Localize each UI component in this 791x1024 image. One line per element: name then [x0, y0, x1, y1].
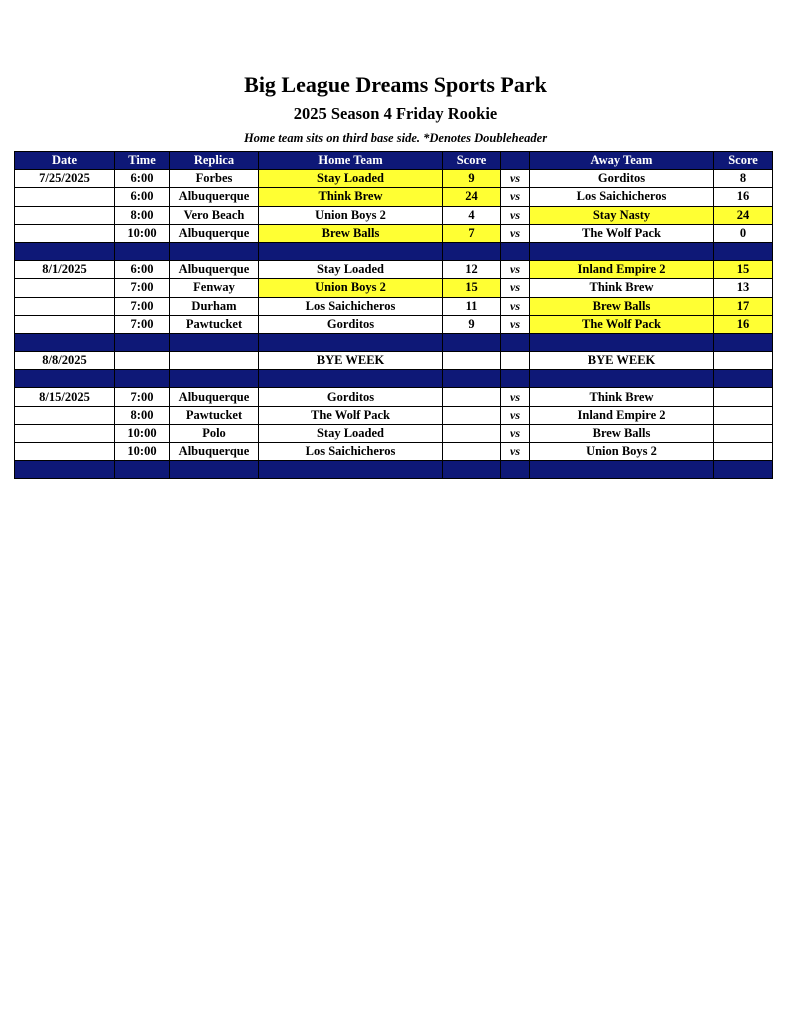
cell-home-team: Los Saichicheros: [259, 297, 443, 315]
cell-away-score: [714, 406, 773, 424]
cell-away-team: Gorditos: [530, 170, 714, 188]
separator-cell: [443, 242, 501, 260]
cell-home-team: Gorditos: [259, 315, 443, 333]
cell-home-score: 7: [443, 224, 501, 242]
week-separator-row: [15, 242, 773, 260]
cell-time: 10:00: [115, 424, 170, 442]
cell-replica: Forbes: [170, 170, 259, 188]
cell-date: 7/25/2025: [15, 170, 115, 188]
cell-away-score: 16: [714, 315, 773, 333]
page-note: Home team sits on third base side. *Denotes Doubleheader: [243, 131, 548, 145]
cell-away-team: BYE WEEK: [530, 352, 714, 370]
cell-home-score: [443, 388, 501, 406]
separator-cell: [15, 461, 115, 479]
cell-home-team: The Wolf Pack: [259, 406, 443, 424]
game-row: [15, 224, 773, 242]
cell-away-team: Union Boys 2: [530, 443, 714, 461]
cell-home-team: Gorditos: [259, 388, 443, 406]
separator-cell: [170, 461, 259, 479]
cell-away-score: [714, 352, 773, 370]
cell-vs: vs: [501, 297, 530, 315]
game-row: [15, 424, 773, 442]
cell-away-team: Think Brew: [530, 279, 714, 297]
cell-home-score: 4: [443, 206, 501, 224]
cell-home-team: Brew Balls: [259, 224, 443, 242]
separator-cell: [170, 242, 259, 260]
cell-home-team: Stay Loaded: [259, 170, 443, 188]
game-row: [15, 170, 773, 188]
cell-date: [15, 206, 115, 224]
cell-away-team: Think Brew: [530, 388, 714, 406]
separator-cell: [530, 242, 714, 260]
separator-cell: [259, 333, 443, 351]
cell-time: 7:00: [115, 297, 170, 315]
cell-vs: vs: [501, 443, 530, 461]
week-separator-row: [15, 461, 773, 479]
cell-home-team: Union Boys 2: [259, 279, 443, 297]
cell-home-score: 12: [443, 261, 501, 279]
separator-cell: [443, 370, 501, 388]
page-title: Big League Dreams Sports Park: [244, 72, 547, 97]
cell-time: 7:00: [115, 388, 170, 406]
separator-cell: [501, 461, 530, 479]
cell-vs: vs: [501, 388, 530, 406]
cell-away-team: The Wolf Pack: [530, 224, 714, 242]
game-row: [15, 206, 773, 224]
game-row: [15, 352, 773, 370]
separator-cell: [530, 461, 714, 479]
cell-date: [15, 424, 115, 442]
schedule-table: [14, 151, 773, 479]
cell-date: [15, 315, 115, 333]
col-header-vs: [501, 152, 530, 170]
cell-replica: Pawtucket: [170, 406, 259, 424]
cell-replica: Durham: [170, 297, 259, 315]
cell-time: 6:00: [115, 188, 170, 206]
cell-time: 10:00: [115, 443, 170, 461]
separator-cell: [259, 370, 443, 388]
separator-cell: [115, 242, 170, 260]
cell-time: 6:00: [115, 170, 170, 188]
cell-replica: [170, 352, 259, 370]
cell-away-score: 17: [714, 297, 773, 315]
game-row: [15, 261, 773, 279]
separator-cell: [714, 333, 773, 351]
cell-vs: vs: [501, 170, 530, 188]
cell-home-score: 24: [443, 188, 501, 206]
separator-cell: [15, 242, 115, 260]
col-header-date: Date: [15, 152, 115, 170]
cell-home-score: 11: [443, 297, 501, 315]
cell-time: 10:00: [115, 224, 170, 242]
separator-cell: [501, 242, 530, 260]
cell-away-score: [714, 388, 773, 406]
separator-cell: [15, 333, 115, 351]
separator-cell: [501, 333, 530, 351]
game-row: [15, 315, 773, 333]
cell-away-score: [714, 424, 773, 442]
col-header-away-score: Score: [714, 152, 773, 170]
separator-cell: [259, 461, 443, 479]
cell-time: 7:00: [115, 279, 170, 297]
cell-home-score: [443, 443, 501, 461]
separator-cell: [170, 370, 259, 388]
separator-cell: [714, 461, 773, 479]
cell-replica: Albuquerque: [170, 188, 259, 206]
cell-home-score: 15: [443, 279, 501, 297]
cell-home-team: Stay Loaded: [259, 261, 443, 279]
cell-home-score: [443, 406, 501, 424]
separator-cell: [443, 461, 501, 479]
cell-away-team: Los Saichicheros: [530, 188, 714, 206]
cell-away-score: 8: [714, 170, 773, 188]
game-row: [15, 188, 773, 206]
cell-away-team: Inland Empire 2: [530, 406, 714, 424]
separator-cell: [15, 370, 115, 388]
game-row: [15, 443, 773, 461]
game-row: [15, 388, 773, 406]
cell-away-score: 13: [714, 279, 773, 297]
cell-home-team: Stay Loaded: [259, 424, 443, 442]
cell-vs: vs: [501, 424, 530, 442]
cell-away-team: Brew Balls: [530, 297, 714, 315]
separator-cell: [115, 333, 170, 351]
cell-away-team: Stay Nasty: [530, 206, 714, 224]
cell-home-team: BYE WEEK: [259, 352, 443, 370]
cell-replica: Pawtucket: [170, 315, 259, 333]
col-header-replica: Replica: [170, 152, 259, 170]
cell-vs: vs: [501, 224, 530, 242]
game-row: [15, 279, 773, 297]
week-separator-row: [15, 370, 773, 388]
cell-replica: Albuquerque: [170, 443, 259, 461]
separator-cell: [115, 370, 170, 388]
cell-time: 8:00: [115, 406, 170, 424]
game-row: [15, 297, 773, 315]
cell-replica: Albuquerque: [170, 224, 259, 242]
cell-date: 8/8/2025: [15, 352, 115, 370]
cell-date: 8/15/2025: [15, 388, 115, 406]
col-header-home-score: Score: [443, 152, 501, 170]
cell-time: 8:00: [115, 206, 170, 224]
cell-vs: vs: [501, 188, 530, 206]
cell-vs: vs: [501, 261, 530, 279]
cell-date: [15, 279, 115, 297]
separator-cell: [714, 370, 773, 388]
cell-date: [15, 443, 115, 461]
separator-cell: [115, 461, 170, 479]
schedule-body: [15, 170, 773, 479]
cell-away-score: 24: [714, 206, 773, 224]
cell-away-score: 0: [714, 224, 773, 242]
cell-date: [15, 188, 115, 206]
game-row: [15, 406, 773, 424]
cell-vs: vs: [501, 315, 530, 333]
cell-home-score: [443, 424, 501, 442]
separator-cell: [714, 242, 773, 260]
separator-cell: [259, 242, 443, 260]
cell-away-score: 15: [714, 261, 773, 279]
cell-home-score: 9: [443, 315, 501, 333]
cell-home-team: Union Boys 2: [259, 206, 443, 224]
cell-away-team: The Wolf Pack: [530, 315, 714, 333]
cell-away-team: Brew Balls: [530, 424, 714, 442]
cell-home-score: 9: [443, 170, 501, 188]
header-row: [15, 152, 773, 170]
cell-home-team: Los Saichicheros: [259, 443, 443, 461]
cell-date: [15, 224, 115, 242]
cell-vs: vs: [501, 206, 530, 224]
separator-cell: [530, 333, 714, 351]
cell-date: 8/1/2025: [15, 261, 115, 279]
separator-cell: [443, 333, 501, 351]
cell-replica: Albuquerque: [170, 261, 259, 279]
col-header-time: Time: [115, 152, 170, 170]
cell-replica: Fenway: [170, 279, 259, 297]
cell-away-team: Inland Empire 2: [530, 261, 714, 279]
cell-vs: [501, 352, 530, 370]
col-header-away-team: Away Team: [530, 152, 714, 170]
cell-away-score: 16: [714, 188, 773, 206]
cell-vs: vs: [501, 406, 530, 424]
cell-date: [15, 297, 115, 315]
cell-replica: Albuquerque: [170, 388, 259, 406]
page-subtitle: 2025 Season 4 Friday Rookie: [293, 104, 498, 123]
cell-vs: vs: [501, 279, 530, 297]
cell-time: 6:00: [115, 261, 170, 279]
cell-date: [15, 406, 115, 424]
separator-cell: [170, 333, 259, 351]
cell-home-score: [443, 352, 501, 370]
separator-cell: [530, 370, 714, 388]
cell-replica: Vero Beach: [170, 206, 259, 224]
cell-time: [115, 352, 170, 370]
cell-home-team: Think Brew: [259, 188, 443, 206]
cell-replica: Polo: [170, 424, 259, 442]
cell-time: 7:00: [115, 315, 170, 333]
cell-away-score: [714, 443, 773, 461]
week-separator-row: [15, 333, 773, 351]
col-header-home-team: Home Team: [259, 152, 443, 170]
separator-cell: [501, 370, 530, 388]
